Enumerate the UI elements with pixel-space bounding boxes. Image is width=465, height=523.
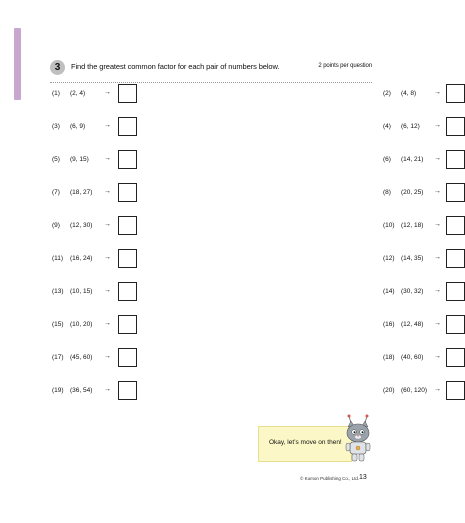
problem-item bbox=[218, 84, 441, 117]
answer-box[interactable] bbox=[118, 315, 137, 334]
problem-number: (1) bbox=[52, 90, 60, 97]
problem-item bbox=[218, 315, 441, 348]
arrow-icon: → bbox=[104, 254, 111, 261]
arrow-icon: → bbox=[434, 386, 441, 393]
problem-item bbox=[52, 348, 218, 381]
answer-box[interactable] bbox=[446, 348, 465, 367]
problem-grid bbox=[52, 84, 441, 404]
problem-item bbox=[52, 117, 218, 150]
problem-item bbox=[52, 84, 218, 117]
answer-box[interactable] bbox=[446, 150, 465, 169]
problem-item bbox=[52, 282, 218, 315]
arrow-icon: → bbox=[434, 287, 441, 294]
problem-number: (19) bbox=[52, 387, 64, 394]
answer-box[interactable] bbox=[446, 216, 465, 235]
problem-item bbox=[218, 183, 441, 216]
header-divider bbox=[50, 82, 372, 83]
problem-item bbox=[52, 249, 218, 282]
number-pair: (12, 30) bbox=[70, 222, 93, 229]
arrow-icon: → bbox=[104, 320, 111, 327]
number-pair: (16, 24) bbox=[70, 255, 93, 262]
answer-box[interactable] bbox=[446, 315, 465, 334]
arrow-icon: → bbox=[434, 221, 441, 228]
problem-number: (5) bbox=[52, 156, 60, 163]
note-text: Okay, let’s move on then! bbox=[269, 439, 342, 446]
problem-number: (7) bbox=[52, 189, 60, 196]
problem-item bbox=[218, 282, 441, 315]
arrow-icon: → bbox=[104, 287, 111, 294]
problem-item bbox=[218, 348, 441, 381]
number-pair: (9, 15) bbox=[70, 156, 89, 163]
problem-number: (11) bbox=[52, 255, 64, 262]
number-pair: (14, 21) bbox=[401, 156, 424, 163]
number-pair: (10, 15) bbox=[70, 288, 93, 295]
problem-number: (12) bbox=[383, 255, 395, 262]
answer-box[interactable] bbox=[446, 117, 465, 136]
number-pair: (10, 20) bbox=[70, 321, 93, 328]
answer-box[interactable] bbox=[446, 381, 465, 400]
problem-item bbox=[218, 249, 441, 282]
problem-number: (9) bbox=[52, 222, 60, 229]
question-instruction: Find the greatest common factor for each pair of numbers below. bbox=[71, 62, 280, 71]
number-pair: (60, 120) bbox=[401, 387, 428, 394]
problem-number: (16) bbox=[383, 321, 395, 328]
number-pair: (2, 4) bbox=[70, 90, 86, 97]
arrow-icon: → bbox=[104, 353, 111, 360]
arrow-icon: → bbox=[434, 188, 441, 195]
number-pair: (4, 8) bbox=[401, 90, 417, 97]
answer-box[interactable] bbox=[118, 216, 137, 235]
problem-item bbox=[52, 216, 218, 249]
problem-number: (6) bbox=[383, 156, 391, 163]
arrow-icon: → bbox=[104, 221, 111, 228]
number-pair: (36, 54) bbox=[70, 387, 93, 394]
answer-box[interactable] bbox=[446, 84, 465, 103]
number-pair: (20, 25) bbox=[401, 189, 424, 196]
page-number: 13 bbox=[359, 474, 367, 481]
problem-item bbox=[52, 150, 218, 183]
arrow-icon: → bbox=[104, 188, 111, 195]
arrow-icon: → bbox=[434, 89, 441, 96]
problem-number: (15) bbox=[52, 321, 64, 328]
problem-number: (3) bbox=[52, 123, 60, 130]
copyright-text: © Kumon Publishing Co., Ltd. bbox=[300, 476, 360, 481]
answer-box[interactable] bbox=[446, 183, 465, 202]
answer-box[interactable] bbox=[118, 249, 137, 268]
arrow-icon: → bbox=[104, 89, 111, 96]
points-per-question: 2 points per question bbox=[318, 63, 372, 69]
number-pair: (30, 32) bbox=[401, 288, 424, 295]
problem-item bbox=[52, 183, 218, 216]
arrow-icon: → bbox=[104, 386, 111, 393]
problem-item bbox=[218, 381, 441, 414]
problem-number: (8) bbox=[383, 189, 391, 196]
answer-box[interactable] bbox=[446, 249, 465, 268]
question-header bbox=[50, 60, 372, 80]
problem-number: (4) bbox=[383, 123, 391, 130]
arrow-icon: → bbox=[104, 122, 111, 129]
question-number-badge: 3 bbox=[50, 60, 65, 75]
robot-cat-mascot bbox=[339, 413, 377, 465]
problem-item bbox=[218, 216, 441, 249]
number-pair: (18, 27) bbox=[70, 189, 93, 196]
encouragement-note bbox=[258, 426, 352, 462]
problem-number: (10) bbox=[383, 222, 395, 229]
arrow-icon: → bbox=[434, 353, 441, 360]
arrow-icon: → bbox=[434, 254, 441, 261]
answer-box[interactable] bbox=[118, 150, 137, 169]
answer-box[interactable] bbox=[118, 282, 137, 301]
problem-number: (18) bbox=[383, 354, 395, 361]
arrow-icon: → bbox=[434, 320, 441, 327]
problem-number: (20) bbox=[383, 387, 395, 394]
problem-item bbox=[218, 117, 441, 150]
number-pair: (6, 12) bbox=[401, 123, 420, 130]
number-pair: (40, 60) bbox=[401, 354, 424, 361]
answer-box[interactable] bbox=[446, 282, 465, 301]
answer-box[interactable] bbox=[118, 183, 137, 202]
arrow-icon: → bbox=[434, 155, 441, 162]
problem-item bbox=[52, 315, 218, 348]
number-pair: (45, 60) bbox=[70, 354, 93, 361]
section-tab-marker bbox=[14, 28, 21, 100]
problem-item bbox=[52, 381, 218, 414]
problem-number: (2) bbox=[383, 90, 391, 97]
problem-number: (13) bbox=[52, 288, 64, 295]
problem-item bbox=[218, 150, 441, 183]
arrow-icon: → bbox=[104, 155, 111, 162]
problem-number: (14) bbox=[383, 288, 395, 295]
number-pair: (12, 18) bbox=[401, 222, 424, 229]
answer-box[interactable] bbox=[118, 381, 137, 400]
number-pair: (6, 9) bbox=[70, 123, 86, 130]
arrow-icon: → bbox=[434, 122, 441, 129]
answer-box[interactable] bbox=[118, 348, 137, 367]
answer-box[interactable] bbox=[118, 84, 137, 103]
problem-number: (17) bbox=[52, 354, 64, 361]
number-pair: (12, 48) bbox=[401, 321, 424, 328]
answer-box[interactable] bbox=[118, 117, 137, 136]
number-pair: (14, 35) bbox=[401, 255, 424, 262]
